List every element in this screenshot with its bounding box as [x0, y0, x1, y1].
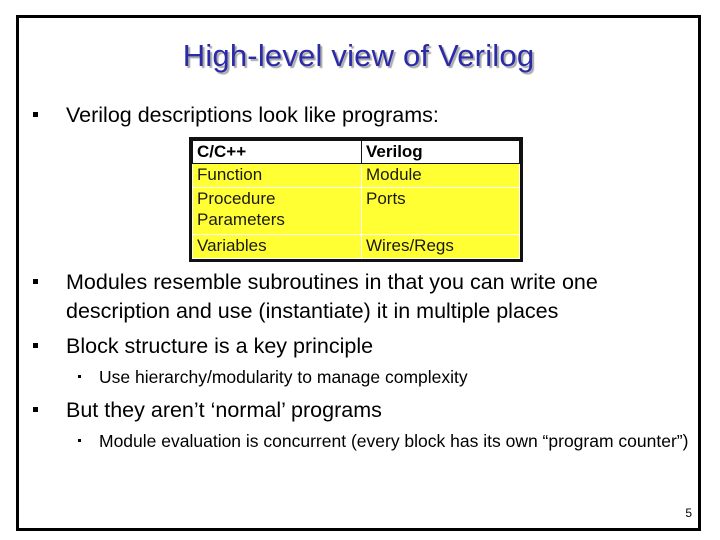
table-header-cell: Verilog [362, 141, 520, 164]
slide-title: High-level view of Verilog [182, 38, 535, 73]
bullet-3 [66, 332, 676, 361]
table-cell: Wires/Regs [362, 234, 520, 258]
table-cell: Ports [362, 188, 520, 234]
table-header-cell: C/C++ [193, 141, 362, 164]
comparison-table [189, 137, 523, 262]
table-row [193, 188, 520, 234]
subbullet-1 [99, 365, 679, 390]
subbullet-text: Use hierarchy/modularity to manage complexity [99, 367, 468, 387]
bullet-text: But they aren’t ‘normal’ programs [66, 398, 382, 422]
bullet-text: Verilog descriptions look like programs: [66, 103, 439, 127]
table-cell: Variables [193, 234, 362, 258]
bullet-marker [33, 279, 38, 284]
bullet-text: Block structure is a key principle [66, 334, 374, 358]
table-cell: Procedure Parameters [193, 188, 362, 234]
subbullet-2 [99, 429, 689, 454]
table-cell: Function [193, 164, 362, 188]
subbullet-text: Module evaluation is concurrent (every block has its own “program counter”) [99, 431, 689, 451]
table-cell: Module [362, 164, 520, 188]
subbullet-marker [78, 375, 81, 378]
bullet-text: Modules resemble subroutines in that you can write one description and use (instantiate) it in multiple places [66, 270, 598, 323]
subbullet-marker [78, 439, 81, 442]
bullet-marker [33, 343, 38, 348]
bullet-marker [33, 407, 38, 412]
table-row [193, 234, 520, 258]
slide [16, 15, 701, 531]
page-number: 5 [685, 506, 692, 520]
bullet-2 [66, 268, 676, 326]
bullet-1 [66, 101, 676, 130]
table-header-row [193, 141, 520, 164]
bullet-marker [33, 112, 38, 117]
bullet-4 [66, 396, 676, 425]
table-row [193, 164, 520, 188]
